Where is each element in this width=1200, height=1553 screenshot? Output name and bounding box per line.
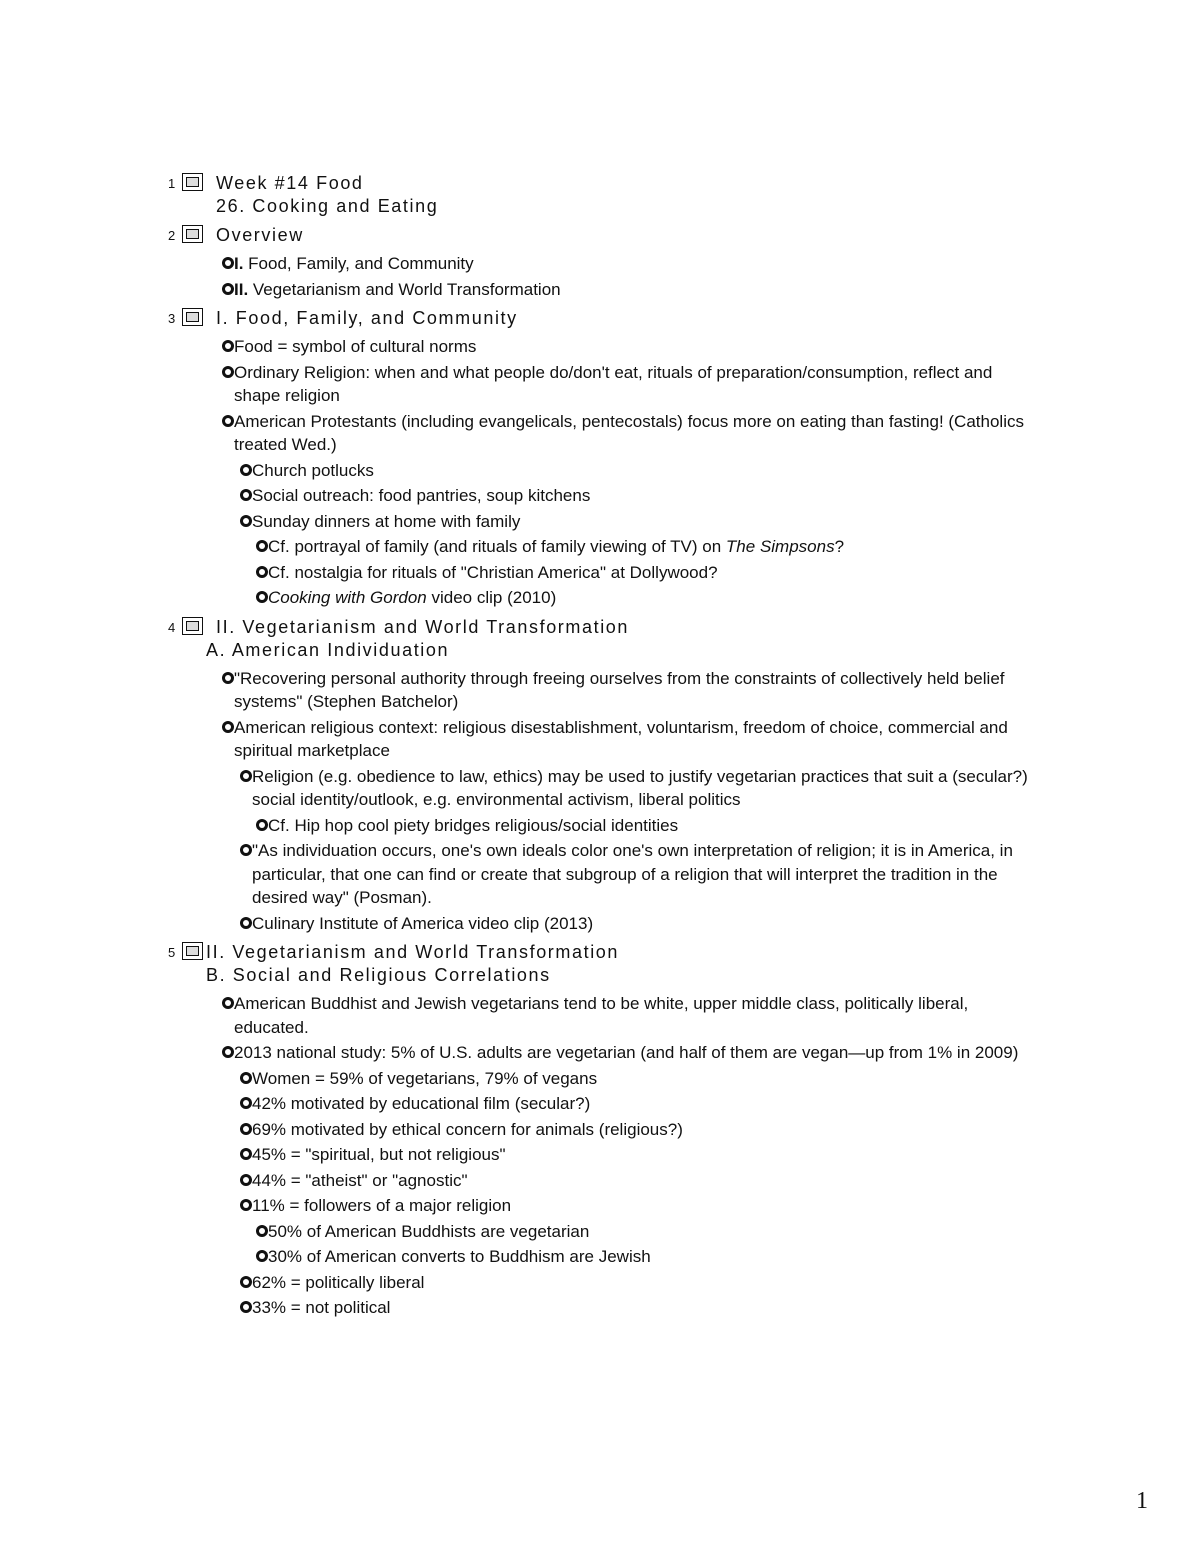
bullet-text: 44% = "atheist" or "agnostic"	[252, 1170, 468, 1190]
slide-number: 5	[168, 945, 176, 960]
slide-title: Overview	[216, 225, 304, 245]
bullet-circle-icon	[256, 540, 268, 552]
bullet-text: 2013 national study: 5% of U.S. adults are vegetarian (and half of them are vegan—up from 1% in 2009)	[234, 1043, 1019, 1062]
bullet-circle-icon	[222, 366, 234, 378]
bullet-circle-icon	[240, 464, 252, 476]
bullet-text: 33% = not political	[252, 1298, 391, 1317]
bullet-circle-icon	[256, 1250, 268, 1262]
slide-title: II. Vegetarianism and World Transformation	[206, 942, 620, 962]
bullet-circle-icon	[240, 489, 252, 501]
bullet-text: 62% = politically liberal	[252, 1272, 425, 1292]
slide-title: Week #14 Food	[216, 173, 364, 193]
slide-number: 1	[168, 176, 176, 191]
bullet-text: Ordinary Religion: when and what people do/don't eat, rituals of preparation/consumption, reflect and shape religion	[234, 362, 993, 405]
bullet-item	[0, 484, 1200, 508]
bullet-item	[0, 912, 1200, 936]
bullet-list	[0, 667, 1200, 936]
slide-3	[0, 307, 1200, 610]
bullet-item	[0, 716, 1200, 763]
bullet-circle-icon	[222, 340, 234, 352]
bullet-item	[0, 1092, 1200, 1116]
page-number: 1	[1136, 1488, 1148, 1514]
slide-number: 4	[168, 619, 176, 635]
bullet-text: 11% = followers of a major religion	[252, 1196, 512, 1215]
slide-subtitle: 26. Cooking and Eating	[216, 196, 439, 216]
slide-thumbnail-icon	[182, 173, 203, 191]
bullet-item	[0, 1271, 1200, 1295]
bullet-item	[0, 510, 1200, 534]
bullet-text: Women = 59% of vegetarians, 79% of vegans	[252, 1068, 598, 1088]
bullet-text-after: ?	[834, 537, 845, 556]
bullet-text: Food = symbol of cultural norms	[234, 337, 477, 356]
slide-outline	[0, 172, 1200, 1326]
slide-title: I. Food, Family, and Community	[216, 308, 518, 328]
slide-title: II. Vegetarianism and World Transformation	[216, 616, 630, 637]
slide-1	[0, 172, 1200, 218]
bullet-circle-icon	[240, 1148, 252, 1160]
bullet-item	[0, 459, 1200, 483]
bullet-text: "As individuation occurs, one's own ideals color one's own interpretation of religion; it is in America, in particular, that one can find or create that subgroup of a religion that will interpret the tradition in the desired way" (Posman).	[252, 841, 1013, 907]
bullet-text: Cf. Hip hop cool piety bridges religious/social identities	[268, 815, 679, 835]
bullet-circle-icon	[240, 515, 252, 527]
bullet-text: American religious context: religious disestablishment, voluntarism, freedom of choice, commercial and spiritual marketplace	[234, 717, 1008, 760]
bullet-list	[0, 335, 1200, 610]
slide-number: 3	[168, 311, 176, 326]
bullet-item	[0, 586, 1200, 610]
bullet-title-italic: The Simpsons	[725, 537, 835, 556]
bullet-text: 30% of American converts to Buddhism are Jewish	[268, 1247, 651, 1266]
bullet-circle-icon	[240, 1276, 252, 1288]
bullet-item	[0, 1041, 1200, 1065]
bullet-item	[0, 814, 1200, 838]
bullet-item	[0, 410, 1200, 457]
bullet-circle-icon	[240, 844, 252, 856]
bullet-text-after: video clip (2010)	[426, 588, 557, 607]
bullet-text: Vegetarianism and World Transformation	[248, 279, 561, 299]
bullet-text: 50% of American Buddhists are vegetarian	[268, 1221, 590, 1241]
bullet-circle-icon	[240, 1199, 252, 1211]
bullet-circle-icon	[240, 1301, 252, 1313]
bullet-item	[0, 1143, 1200, 1167]
bullet-text: Religion (e.g. obedience to law, ethics) may be used to justify vegetarian practices that suit a (secular?) social identity/outlook, e.g. environmental activism, liberal politics	[252, 766, 1028, 809]
slide-thumbnail-icon	[182, 225, 203, 243]
bullet-item	[0, 561, 1200, 585]
bullet-circle-icon	[240, 1174, 252, 1186]
slide-thumbnail-icon	[182, 308, 203, 326]
bullet-circle-icon	[256, 1225, 268, 1237]
bullet-item	[0, 252, 1200, 276]
bullet-item	[0, 667, 1200, 714]
bullet-circle-icon	[256, 819, 268, 831]
bullet-text: "Recovering personal authority through freeing ourselves from the constraints of collectively held belief systems" (Stephen Batchelor)	[234, 668, 1005, 711]
bullet-circle-icon	[240, 1072, 252, 1084]
bullet-title-italic: Cooking with Gordon	[268, 588, 427, 607]
bullet-circle-icon	[222, 257, 234, 269]
bullet-item	[0, 765, 1200, 812]
bullet-item	[0, 535, 1200, 559]
bullet-circle-icon	[222, 1046, 234, 1058]
slide-5	[0, 941, 1200, 1320]
bullet-circle-icon	[222, 415, 234, 427]
bullet-circle-icon	[222, 721, 234, 733]
bullet-item	[0, 1067, 1200, 1091]
bullet-circle-icon	[222, 997, 234, 1009]
bullet-item	[0, 278, 1200, 302]
bullet-numeral: II.	[234, 279, 249, 299]
bullet-item	[0, 1194, 1200, 1218]
bullet-item	[0, 839, 1200, 910]
bullet-item	[0, 1169, 1200, 1193]
bullet-circle-icon	[256, 591, 268, 603]
bullet-list	[0, 252, 1200, 301]
slide-2	[0, 224, 1200, 301]
bullet-item	[0, 361, 1200, 408]
bullet-item	[0, 1245, 1200, 1269]
bullet-text: 69% motivated by ethical concern for animals (religious?)	[252, 1119, 683, 1139]
slide-4	[0, 616, 1200, 936]
bullet-text: Cf. nostalgia for rituals of "Christian America" at Dollywood?	[268, 562, 718, 582]
slide-thumbnail-icon	[182, 942, 203, 960]
bullet-circle-icon	[240, 1097, 252, 1109]
bullet-circle-icon	[256, 566, 268, 578]
bullet-text: 42% motivated by educational film (secular?)	[252, 1094, 591, 1113]
bullet-circle-icon	[240, 1123, 252, 1135]
bullet-text: American Protestants (including evangelicals, pentecostals) focus more on eating than fasting! (Catholics treated Wed.)	[234, 411, 1024, 454]
bullet-item	[0, 992, 1200, 1039]
bullet-circle-icon	[222, 283, 234, 295]
slide-subtitle: A. American Individuation	[206, 639, 450, 660]
bullet-circle-icon	[222, 672, 234, 684]
bullet-text: American Buddhist and Jewish vegetarians tend to be white, upper middle class, politically liberal, educated.	[234, 994, 969, 1037]
slide-subtitle: B. Social and Religious Correlations	[206, 965, 551, 985]
bullet-circle-icon	[240, 917, 252, 929]
bullet-item	[0, 1220, 1200, 1244]
bullet-text: Cf. portrayal of family (and rituals of family viewing of TV) on	[268, 537, 726, 556]
bullet-text: Church potlucks	[252, 460, 374, 480]
slide-number: 2	[168, 228, 176, 243]
bullet-item	[0, 1118, 1200, 1142]
bullet-list	[0, 992, 1200, 1320]
bullet-circle-icon	[240, 770, 252, 782]
bullet-text: 45% = "spiritual, but not religious"	[252, 1145, 506, 1164]
bullet-item	[0, 1296, 1200, 1320]
bullet-text: Sunday dinners at home with family	[252, 511, 521, 531]
bullet-text: Social outreach: food pantries, soup kitchens	[252, 486, 591, 505]
bullet-numeral: I.	[234, 254, 244, 273]
slide-thumbnail-icon	[182, 617, 203, 635]
bullet-item	[0, 335, 1200, 359]
bullet-text: Food, Family, and Community	[243, 254, 474, 273]
bullet-text: Culinary Institute of America video clip (2013)	[252, 913, 594, 933]
